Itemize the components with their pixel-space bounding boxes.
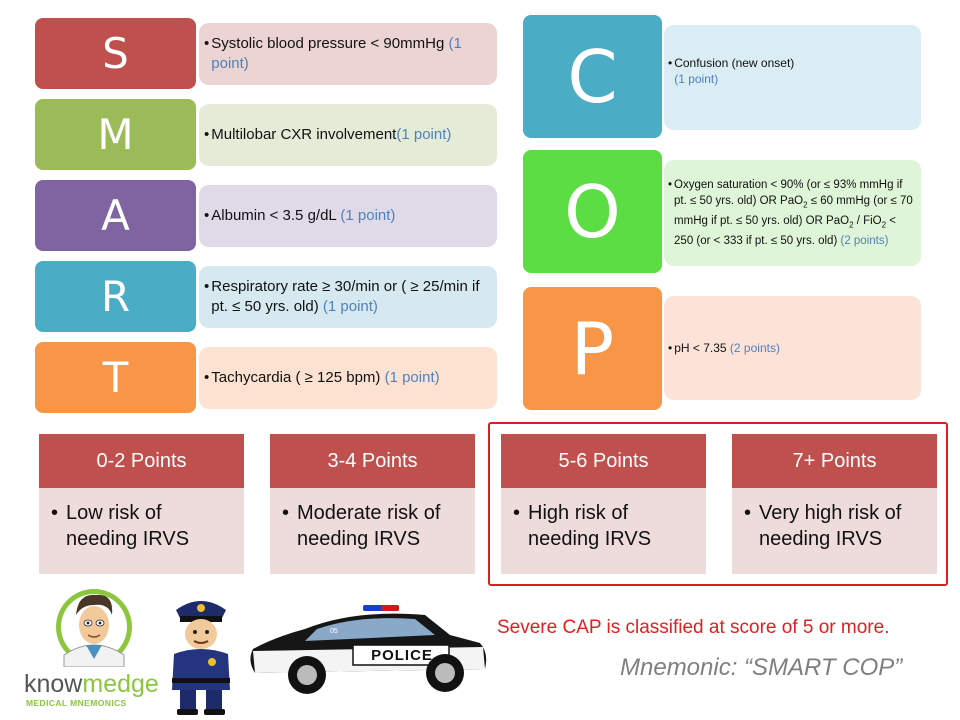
smart-letter-m: M [35, 99, 196, 170]
tier-body [270, 488, 475, 574]
subscript: 2 [881, 220, 887, 230]
bullet: • [668, 341, 673, 355]
tier-text: Very high risk of needing IRVS [759, 502, 902, 550]
smart-desc-s [199, 23, 497, 85]
logo-wordmark [24, 670, 159, 699]
police-car-sign: POLICE [371, 647, 433, 664]
bullet: • [668, 178, 673, 191]
cop-desc-c [664, 25, 921, 130]
bullet: • [51, 502, 59, 524]
mnemonic-caption: Mnemonic: “SMART COP” [620, 654, 903, 681]
bullet: • [668, 55, 673, 70]
cop-desc-p [664, 296, 921, 400]
bullet: • [204, 207, 210, 224]
criterion-text: Tachycardia ( ≥ 125 bpm) [211, 369, 381, 386]
tier-text: Moderate risk of needing IRVS [297, 502, 441, 550]
criterion-text: Multilobar CXR involvement [211, 126, 397, 143]
tier-header: 5-6 Points [501, 434, 706, 488]
bullet: • [204, 369, 210, 386]
bullet: • [204, 126, 210, 143]
criterion-points: (2 points) [729, 341, 780, 355]
criterion-text: Albumin < 3.5 g/dL [211, 207, 337, 224]
cop-letter-p: P [523, 287, 662, 410]
smart-desc-a [199, 185, 497, 247]
criterion-text-b: ≤ 60 mmHg (or ≤ 70 mmHg if pt. ≤ 50 yrs. old) OR PaO [674, 194, 913, 227]
bullet: • [744, 502, 752, 524]
tier-text: High risk of needing IRVS [528, 502, 652, 550]
logo-medge: medge [82, 670, 159, 698]
smart-letter-s: S [35, 18, 196, 89]
severe-cap-note: Severe CAP is classified at score of 5 or more. [497, 617, 890, 638]
tier-header: 0-2 Points [39, 434, 244, 488]
criterion-points: (1 point) [322, 298, 378, 315]
tier-header: 7+ Points [732, 434, 937, 488]
tier-header: 3-4 Points [270, 434, 475, 488]
criterion-text: Respiratory rate ≥ 30/min or ( ≥ 25/min if pt. ≤ 50 yrs. old) [211, 278, 480, 315]
cop-letter-o: O [523, 150, 662, 273]
cop-desc-o [664, 160, 921, 266]
bullet: • [204, 278, 210, 295]
police-officer-icon [162, 592, 240, 716]
smart-letter-t: T [35, 342, 196, 413]
smart-letter-a: A [35, 180, 196, 251]
criterion-text: Systolic blood pressure < 90mmHg [211, 35, 445, 52]
subscript: 2 [803, 200, 808, 209]
criterion-text: pH < 7.35 [674, 341, 727, 355]
cop-letter-c: C [523, 15, 662, 138]
criterion-text: Confusion (new onset) [674, 55, 795, 70]
tier-body [732, 488, 937, 574]
tier-text: Low risk of needing IRVS [66, 502, 190, 550]
smart-desc-t [199, 347, 497, 409]
criterion-text-a: Oxygen saturation < 90% (or ≤ 93% mmHg if pt. ≤ 50 yrs. old) OR PaO [674, 178, 903, 207]
tier-body [39, 488, 244, 574]
criterion-text-d: < 250 (or < 333 if pt. ≤ 50 yrs. old) [674, 215, 897, 248]
criterion-points: (2 points) [840, 235, 889, 248]
bullet: • [204, 35, 210, 52]
smart-letter-r: R [35, 261, 196, 332]
criterion-points: (1 point) [396, 126, 452, 143]
criterion-points: (1 point) [340, 207, 396, 224]
smart-desc-m [199, 104, 497, 166]
logo-know: know [24, 670, 83, 698]
subscript: 2 [849, 220, 854, 230]
smart-desc-r [199, 266, 497, 328]
doctor-mascot-icon [46, 585, 146, 667]
criterion-points: (1 point) [674, 71, 719, 86]
criterion-points: (1 point) [211, 35, 462, 72]
bullet: • [282, 502, 290, 524]
criterion-points: (1 point) [384, 369, 440, 386]
logo-tagline: MEDICAL MNEMONICS [26, 698, 127, 708]
tier-body [501, 488, 706, 574]
criterion-text-c: / FiO [853, 215, 882, 227]
police-car-number: 05 [330, 628, 338, 635]
bullet: • [513, 502, 521, 524]
